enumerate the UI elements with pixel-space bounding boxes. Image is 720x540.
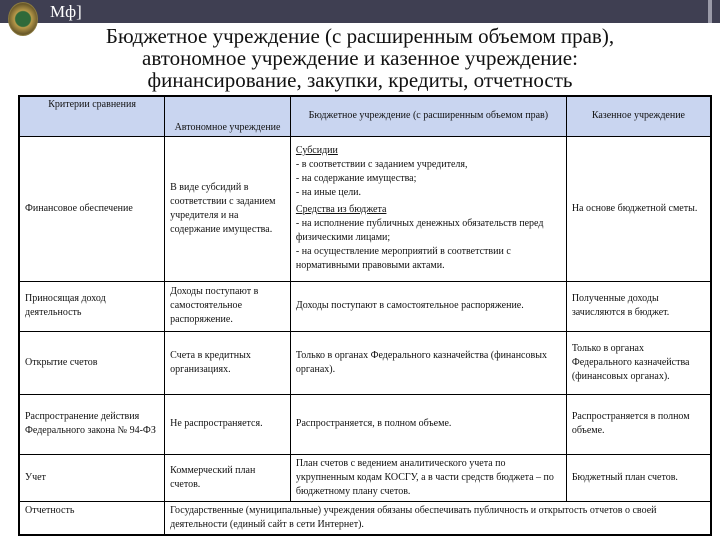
column-header: Бюджетное учреждение (с расширенным объемом прав) (290, 96, 566, 136)
merged-cell: Государственные (муниципальные) учреждения обязаны обеспечивать публичность и открытость отчетов о своей деятельности (единый сайт в сети Интернет). (165, 501, 711, 535)
title-line: Бюджетное учреждение (с расширенным объемом прав), (105, 24, 615, 48)
table-row (19, 331, 711, 394)
state-cell: На основе бюджетной сметы. (566, 136, 711, 281)
list-item: - на иные цели. (295, 187, 362, 198)
subsidies-label: Субсидии (295, 145, 338, 156)
criterion-cell: Приносящая доход деятельность (19, 281, 165, 331)
table-header (19, 96, 711, 136)
autonomous-cell: Счета в кредитных организациях. (165, 331, 291, 394)
funds-label: Средства из бюджета (295, 204, 387, 215)
autonomous-cell: Доходы поступают в самостоятельное распоряжение. (165, 281, 291, 331)
criterion-cell: Открытие счетов (19, 331, 165, 394)
budget-cell: Распространяется, в полном объеме. (290, 394, 566, 454)
list-item: - на содержание имущества; (295, 173, 417, 184)
criterion-cell: Распространение действия Федерального закона № 94-ФЗ (19, 394, 165, 454)
state-cell: Бюджетный план счетов. (566, 454, 711, 501)
column-header: Автономное учреждение (165, 96, 291, 136)
criterion-cell: Отчетность (19, 501, 165, 535)
comparison-table (18, 95, 712, 536)
state-cell: Полученные доходы зачисляются в бюджет. (566, 281, 711, 331)
top-bar (0, 0, 720, 23)
table-row (19, 136, 711, 281)
budget-cell: План счетов с ведением аналитического учета по укрупненным кодам КОСГУ, а в части средств бюджета – по бюджетному плану счетов. (290, 454, 566, 501)
autonomous-cell: В виде субсидий в соответствии с заданием учредителя и на содержание имущества. (165, 136, 291, 281)
table-row (19, 454, 711, 501)
table-row (19, 501, 711, 535)
criterion-cell: Учет (19, 454, 165, 501)
table-row (19, 281, 711, 331)
budget-cell (290, 136, 566, 281)
title-line: автономное учреждение и казенное учреждение: (142, 46, 578, 70)
state-cell: Только в органах Федерального казначейства (финансовых органах). (566, 331, 711, 394)
list-item: - на исполнение публичных денежных обязательств перед физическими лицами; (295, 218, 544, 243)
criterion-cell: Финансовое обеспечение (19, 136, 165, 281)
column-header: Критерии сравнения (19, 96, 165, 136)
title-line: финансирование, закупки, кредиты, отчетность (147, 68, 573, 92)
logo-text: Мф] (50, 2, 82, 21)
column-header: Казенное учреждение (566, 96, 711, 136)
autonomous-cell: Не распространяется. (165, 394, 291, 454)
scroll-edge (708, 0, 712, 23)
budget-cell: Доходы поступают в самостоятельное распоряжение. (290, 281, 566, 331)
table-row (19, 394, 711, 454)
autonomous-cell: Коммерческий план счетов. (165, 454, 291, 501)
budget-cell: Только в органах Федерального казначейства (финансовых органах). (290, 331, 566, 394)
list-item: - на осуществление мероприятий в соответствии с нормативными правовыми актами. (295, 246, 511, 271)
state-cell: Распространяется в полном объеме. (566, 394, 711, 454)
list-item: - в соответствии с заданием учредителя, (295, 159, 468, 170)
slide-title (0, 25, 720, 91)
